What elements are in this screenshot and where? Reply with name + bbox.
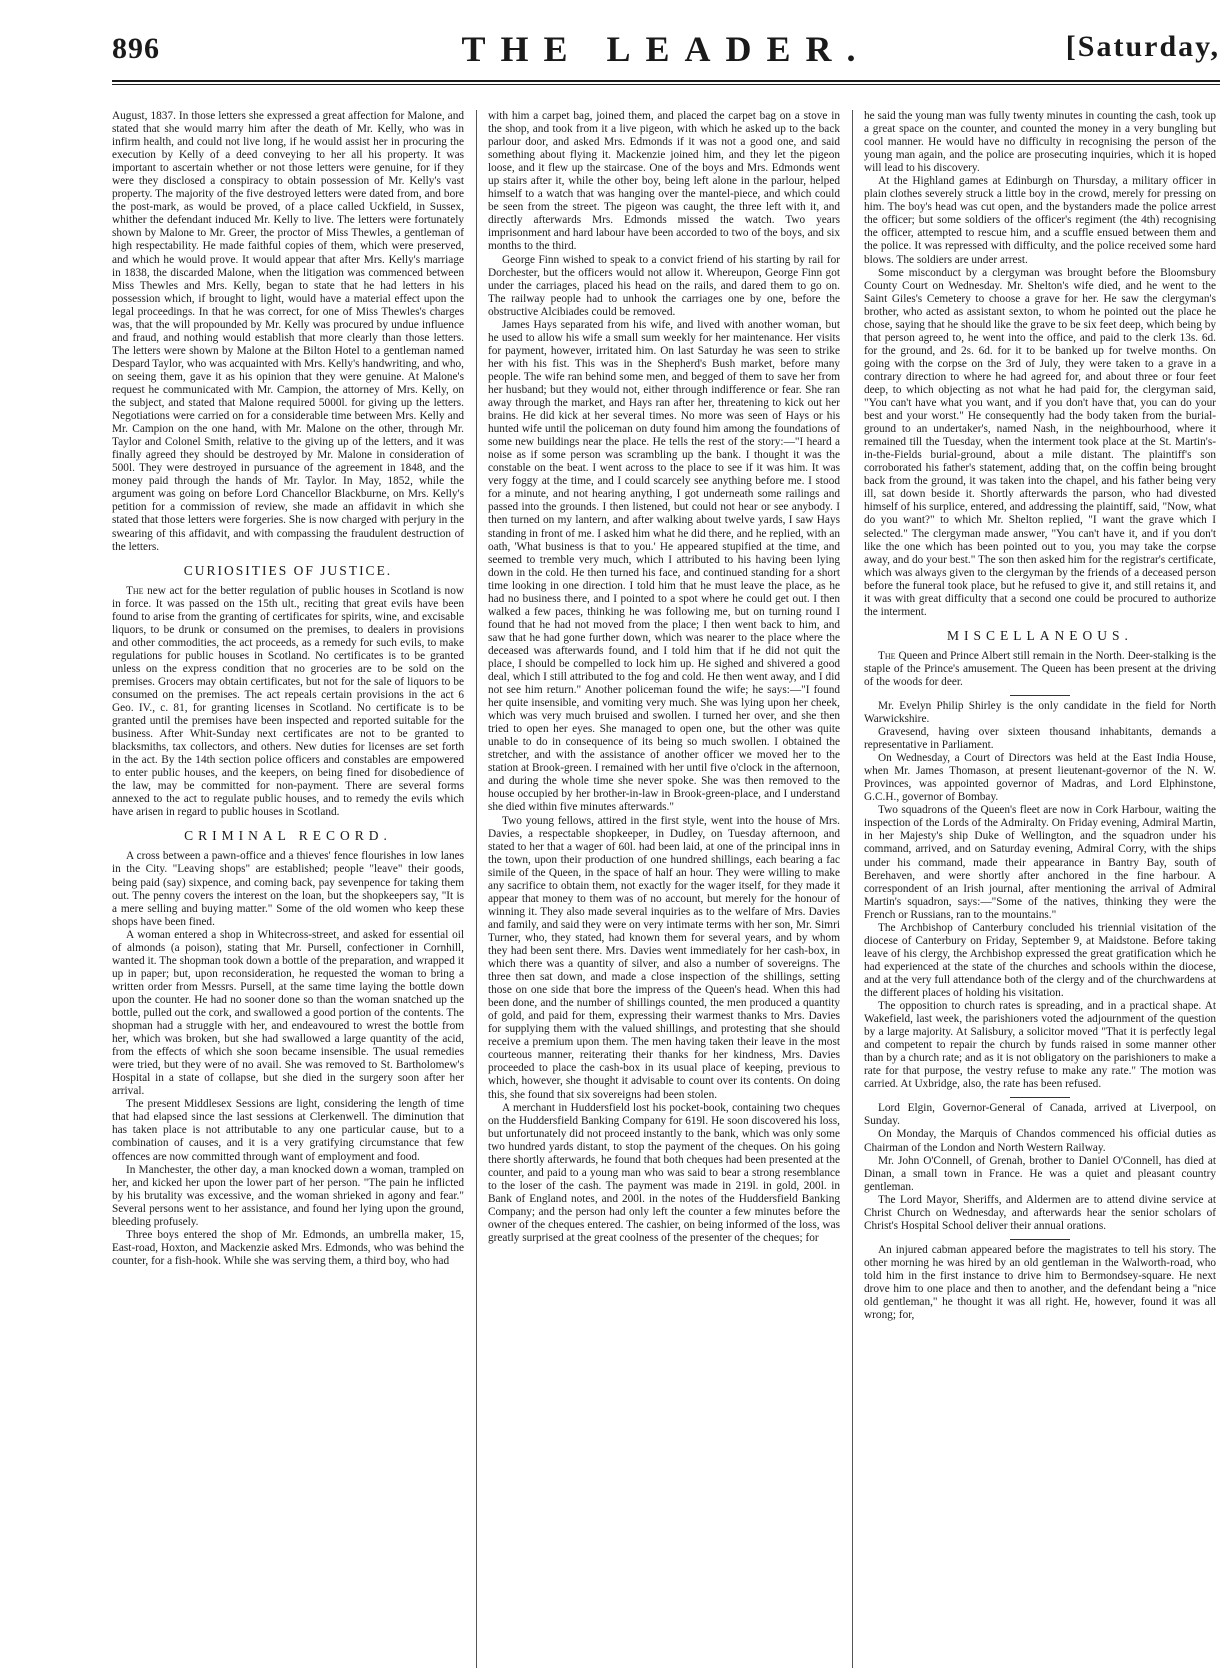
text-column-3 — [864, 110, 1216, 1670]
article-paragraph — [864, 1102, 1216, 1128]
article-paragraph — [112, 110, 464, 554]
article-paragraph — [864, 175, 1216, 266]
paragraph-text: new act for the better regulation of public houses in Scotland is now in force. It was passed on the 15th ult., reciting that great evils have been found to arise from the granting of certificates for spirits, wine, and excisable liquors, to be drunk or consumed on the premises, to dealers in provisions and other commodities, the act proceeds, as a remedy for such evils, to make regulations for public houses in Scotland. No certificates is to be granted unless on the express condition that no groceries are to be sold on the premises. Grocers may obtain certificates, but not for the sale of liquors to be consumed on the premises. The act repeals certain provisions in the act 6 Geo. IV., c. 81, for granting licenses in Scotland. No certificate is to be granted until the premises have been inspected and reported suitable for the business. After Whit-Sunday next certificates are not to be granted to blacksmiths, tax collectors, and others. New duties for licenses are set forth in the act. By the 14th section police officers and constables are empowered to enter public houses, and the keepers, on being fined for disobedience of the law, may be committed for non-payment. There are several forms annexed to the act to regulate public houses, and to remedy the evils which have arisen in regard to public houses in Scotland. — [112, 584, 464, 819]
paragraph-text: he said the young man was fully twenty minutes in counting the cash, took up a great space on the counter, and counted the money in a very bungling but cool manner. He would have no difficulty in recognising the person of the young man again, and the police are prosecuting inquiries, which it is hoped will lead to his discovery. — [864, 110, 1216, 175]
paragraph-text: Three boys entered the shop of Mr. Edmonds, an umbrella maker, 15, East-road, Hoxton, and Mackenzie asked Mrs. Edmonds, who was behind the counter, for a fish-hook. While she was serving them, a third boy, who had — [112, 1228, 464, 1267]
paragraph-text: August, 1837. In those letters she expressed a great affection for Malone, and stated that she would marry him after the death of Mr. Kelly, who was in infirm health, and could not live long, if he would assist her in procuring the execution by Kelly of a deed conveying to her all his property. It was important to ascertain whether or not those letters were genuine, for if they were they disclosed a conspiracy to obtain possession of Mr. Kelly's vast property. The majority of the five destroyed letters were dated from, and bore the post-mark, as would be proved, of a place called Uckfield, in Sussex, whither the defendant induced Mr. Kelly to live. The letters were fortunately shown by Malone to Mr. Greer, the proctor of Miss Thewles, a gentleman of high respectability. He made faithful copies of them, which were preserved, and which he would prove. It would appear that after Mrs. Kelly's marriage in 1838, the discarded Malone, when the litigation was commenced between Miss Thewles and Mrs. Kelly, began to state that he had letters in his possession which, if brought to light, would have a material effect upon the legal proceedings. In that he was correct, for one of Miss Thewles's charges was, that the will propounded by Mr. Kelly was procured by undue influence and fraud, and nothing would establish that more clearly than those letters. The letters were shown by Malone at the Bilton Hotel to a gentleman named Despard Taylor, who was acquainted with Mrs. Kelly's handwriting, and who, on seeing them, gave it as his opinion that they were genuine. At Malone's request he communicated with Mr. Campion, the attorney of Mrs. Kelly, on the subject, and stated that Malone required 5000l. for giving up the letters. Negotiations were carried on for a considerable time between Mrs. Kelly and Mr. Campion on the one hand, with Mr. Malone on the other, through Mr. Taylor and Colonel Smith, relative to the giving up of the letters, and it was finally agreed they should be destroyed by Mr. Malone in consideration of 500l. They were destroyed in pursuance of the agreement in 1848, and the money paid through the hands of Mr. Taylor. In May, 1852, while the argument was going on before Lord Chancellor Blackburne, on Mrs. Kelly's petition for a commission of review, she made an affidavit in which she stated that those letters were forgeries. She is now charged with perjury in the swearing of this affidavit, and with compassing the fraudulent destruction of the letters. — [112, 110, 464, 553]
paragraph-text: A cross between a pawn-office and a thieves' fence flourishes in low lanes in the City. "Leaving shops" are established; people "leave" their goods, being paid (say) sixpence, and coming back, pay sevenpence for taking them out. The penny covers the interest on the loan, but the shopkeepers say, "It is a mere selling and buying matter." Some of the old women who keep these shops have been fined. — [112, 850, 464, 928]
article-paragraph — [488, 319, 840, 815]
text-column-1 — [112, 110, 464, 1670]
section-heading: CURIOSITIES OF JUSTICE. — [183, 562, 393, 578]
text-column-2 — [488, 110, 840, 1670]
paragraph-text: with him a carpet bag, joined them, and placed the carpet bag on a stove in the shop, and took from it a live pigeon, with which he asked up to the back parlour door, and asked Mrs. Edmonds if it was not a good one, and said something about flying it. Mackenzie joined him, and they let the pigeon loose, and it flew up the staircase. One of the boys and Mrs. Edmonds went up stairs after it, while the other boy, being left alone in the parlour, helped himself to a watch that was hanging over the mantel-piece, and which could be seen from the street. The pigeon was caught, the three left with it, and directly afterwards Mrs. Edmonds missed the watch. Two years imprisonment and hard labour have been accorded to two of the boys, and six months to the third. — [488, 110, 840, 253]
article-paragraph — [864, 1244, 1216, 1322]
paragraph-text: Queen and Prince Albert still remain in the North. Deer-stalking is the staple of the Prince's amusement. The Queen has been present at the driving of the woods for deer. — [864, 649, 1216, 688]
paragraph-text: Gravesend, having over sixteen thousand inhabitants, demands a representative in Parliament. — [864, 726, 1216, 752]
section-heading: CRIMINAL RECORD. — [184, 828, 392, 844]
masthead-rule-bottom — [112, 84, 1220, 85]
article-paragraph — [864, 1155, 1216, 1194]
paragraph-text: The Archbishop of Canterbury concluded his triennial visitation of the diocese of Canterbury on Friday, September 9, at Maidstone. Before taking leave of his clergy, the Archbishop expressed the great gratification which he had experienced at the state of the churches and schools within the diocese, and at the very full attendance both of the clergy and of the churchwardens at the different places of holding his visitation. — [864, 921, 1216, 999]
paragraph-text: Two young fellows, attired in the first style, went into the house of Mrs. Davies, a respectable shopkeeper, in Dudley, on Tuesday afternoon, and stated to her that a wager of 60l. had been laid, at one of the principal inns in the town, upon their production of one hundred shillings, each bearing a fac simile of the Queen, in the space of half an hour. They were willing to make any sacrifice to obtain them, not exactly for the wager itself, for they made it appear that money to them was of no account, but merely for the honour of winning it. They also made several inquiries as to the welfare of Mrs. Davies and family, and said they were on very intimate terms with her son, Mr. Simri Turner, who, they stated, had known them for several years, and by whom they had been sent there. Mrs. Davies went immediately for her cash-box, in which there was a quantity of silver, and also a number of sovereigns. The three then sat down, and made a close inspection of the shillings, setting those on one side that bore the impress of the Queen's head. When this had been done, and the number of shillings counted, the men produced a quantity of gold, and paid for them, expressing their warmest thanks to Mrs. Davies for supplying them with the valued shillings, and protesting that she should receive a premium upon them. The men having taken their leave in the most courteous manner, reiterating their thanks for her kindness, Mrs. Davies proceeded to place the cash-box in its usual place of keeping, previous to which, however, she thought it advisable to count over its contents. On doing this, she found that six sovereigns had been stolen. — [488, 814, 840, 1101]
article-paragraph — [864, 700, 1216, 726]
article-paragraph — [864, 110, 1216, 175]
paragraph-text: An injured cabman appeared before the magistrates to tell his story. The other morning he was hired by an old gentleman in the Walworth-road, who told him in the first instance to drive him to Bermondsey-square. He next drove him to one place and then to another, and the defendant being a "nice old gentleman," he thought it was all right. He, however, found it was all wrong; for, — [864, 1243, 1216, 1322]
paragraph-text: At the Highland games at Edinburgh on Thursday, a military officer in plain clothes severely struck a little boy in the crowd, merely for pressing on him. The boy's head was cut open, and the bystanders made the police arrest the officer; but some soldiers of the officer's regiment (the 4th) recognising the officer, attempted to rescue him, and a scuffle ensued between them and the police. It was repressed with difficulty, and the police received some hard blows. The soldiers are under arrest. — [864, 175, 1216, 266]
paragraph-text: James Hays separated from his wife, and lived with another woman, but he used to allow his wife a small sum weekly for her maintenance. Her visits for payment, however, irritated him. On last Saturday he was seen to strike her with his fist. This was in the Shepherd's Bush market, before many people. The wife ran behind some men, and begged of them to save her from her husband; but they would not, either through indifference or fear. She ran away through the market, and Hays ran after her, threatening to kick out her brains. He did kick at her several times. No more was seen of Hays or his hunted wife until the policeman on duty found him among the foundations of some new buildings near the place. He tells the rest of the story:—"I heard a noise as if some person was scrambling up the bank. I thought it was the constable on the beat. I went across to the place to see if it was him. It was very foggy at the time, and I could scarcely see anything before me. I stood for a minute, and not hearing anything, I got underneath some railings and passed into the grounds. I then listened, but could not hear or see anybody. I then turned on my lantern, and after walking about twelve yards, I saw Hays standing in front of me. I asked him what he did there, and he replied, with an oath, 'What business is that to you.' He appeared stupified at the time, and seemed to tremble very much, which I attributed to his having been lying down in the cold. He then turned his face, and continued standing for a short time looking in one direction. I told him that he must leave the place, as he had no business there, and I pointed to a spot where he could get out. I then walked a few paces, thinking he was following me, but on turning round I found that he had not moved from the place; I then went back to him, and saw that he had gone further down, which was nearer to the place where the deceased was afterwards found, and I told him that if he did not quit the place, I should be compelled to lock him up. He sighed and shivered a good deal, which I still attributed to the fog and cold. He then went away, and I did not see him return." Another policeman found the wife; he says:—"I found her quite insensible, and vomiting very much. She was lying upon her cheek, which was very much bruised and swollen. I turned her over, and she then tried to open her eyes. She managed to open one, but the other was quite unable to do in consequence of its being so much swollen. I obtained the stretcher, and with the assistance of another officer we moved her to the station at Brook-green. I remained with her until five o'clock in the afternoon, and during the whole time she never spoke. She was then removed to the house occupied by her brother-in-law in Brook-green-place, and I understand she died within five minutes afterwards." — [488, 318, 840, 814]
paragraph-text: A woman entered a shop in Whitecross-street, and asked for essential oil of almonds (a poison), stating that Mr. Pursell, confectioner in Cornhill, wanted it. The shopman took down a bottle of the preparation, and wrapped it up in paper; but, upon reconsideration, he requested the woman to bring a written order from Messrs. Pursell, at the same time laying the bottle down upon the counter. He had no sooner done so than the woman snatched up the bottle, pulled out the cork, and swallowed a good portion of the contents. The shopman had a struggle with her, and endeavoured to wrest the bottle from her, which was broken, but she had swallowed a large quantity of the acid, from the effects of which she soon became insensible. The usual remedies were tried, but they were of no avail. She was removed to St. Bartholomew's Hospital in a state of collapse, but she died in the surgery soon after her arrival. — [112, 928, 464, 1098]
article-paragraph — [488, 815, 840, 1102]
issue-day: [Saturday, — [1065, 30, 1220, 63]
paper-name: THE LEADER. — [461, 29, 871, 69]
article-paragraph — [488, 254, 840, 319]
masthead — [112, 22, 1220, 72]
article-paragraph — [112, 1098, 464, 1163]
article-paragraph — [864, 804, 1216, 921]
section-divider — [1010, 695, 1070, 696]
paragraph-text: Lord Elgin, Governor-General of Canada, arrived at Liverpool, on Sunday. — [864, 1102, 1216, 1128]
paragraph-text: The present Middlesex Sessions are light, considering the length of time that had elapsed since the last sessions at Clerkenwell. The diminution that has taken place is not attributable to any one particular cause, but to a combination of causes, and it is a very gratifying circumstance that few offences are now committed through want of employment and food. — [112, 1098, 464, 1163]
section-heading: MISCELLANEOUS. — [947, 627, 1133, 643]
paragraph-text: The Lord Mayor, Sheriffs, and Aldermen are to attend divine service at Christ Church on Wednesday, and afterwards hear the senior scholars of Christ's Hospital School deliver their annual orations. — [864, 1193, 1216, 1232]
paragraph-text: Mr. Evelyn Philip Shirley is the only candidate in the field for North Warwickshire. — [864, 699, 1216, 726]
paragraph-text: On Wednesday, a Court of Directors was held at the East India House, when Mr. James Thomason, at present lieutenant-governor of the N. W. Provinces, was appointed governor of Madras, and Lord Elphinstone, G.C.H., governor of Bombay. — [864, 752, 1216, 804]
paragraph-text: George Finn wished to speak to a convict friend of his starting by rail for Dorchester, but the officers would not allow it. Whereupon, George Finn got under the carriages, placed his head on the rails, and dared them to go on. The railway people had to unhook the carriages one by one, before the obstructive Alcibiades could be removed. — [488, 253, 840, 318]
column-divider — [852, 110, 853, 1668]
article-paragraph — [864, 267, 1216, 619]
page-number: 896 — [112, 32, 160, 65]
article-paragraph — [864, 1000, 1216, 1091]
article-paragraph — [864, 1194, 1216, 1233]
paragraph-text: Some misconduct by a clergyman was brought before the Bloomsbury County Court on Wednesday. Mr. Shelton's wife died, and he went to the Saint Giles's Cemetery to choose a grave for her. He saw the clergyman's brother, who acted as assistant sexton, to whom he pointed out the place he chose, saying that he should like the grave to be six feet deep, which being by that person agreed to, he went into the office, and paid to the clerk 13s. 6d. for the ground, and 2s. 6d. for it to be banked up for twelve months. On going with the corpse on the 3rd of July, they were taken to a grave in a contrary direction to where he had agreed for, and about three or four feet deep, to which objecting as not what he had paid for, the clergyman said, "You can't have what you want, and if you don't have that, you can do your best and your worst." He consequently had the body taken from the burial-ground to an undertaker's, named Nash, in the neighbourhood, where it remained till the Tuesday, when the interment took place at the St. Martin's-in-the-Fields burial-ground, about a mile distant. The plaintiff's son corroborated his father's statement, adding that, on the coffin being brought back from the ground, it was taken into the chapel, and his father being very ill, sat down beside it. Shortly afterwards the parson, who had divested himself of his surplice, entered, and addressing the plaintiff, said, "Now, what do you want?" to which Mr. Shelton replied, "I want the grave which I selected." The clergyman made answer, "You can't have it, and if you don't like the one which has been pointed out to you, you may take the corpse away, and do your best." The son then asked him for the registrar's certificate, which was always given to the clergyman by the friends of a deceased person before the funeral took place, but he refused to give it, and still retains it, and it was with great difficulty that a second one could be procured to authorize the interment. — [864, 266, 1216, 618]
article-paragraph — [864, 752, 1216, 804]
paragraph-text: A merchant in Huddersfield lost his pocket-book, containing two cheques on the Huddersfield Banking Company for 619l. He soon discovered his loss, but unfortunately did not proceed instantly to the bank, which was only some two hundred yards distant, to stop the payment of the cheques. On his going there shortly afterwards, he found that both cheques had been presented at the counter, and paid to a young man who was said to bear a strong resemblance to the loser of the cash. The payment was made in 219l. in gold, 200l. in Bank of England notes, and 200l. in the notes of the Huddersfield Banking Company; and the person had only left the counter a few minutes before the owner of the cheques entered. The cashier, on being informed of the loss, was greatly surprised at the great coolness of the presenter of the cheques; for — [488, 1101, 840, 1245]
article-paragraph — [112, 850, 464, 928]
paragraph-lead-word: The — [126, 584, 144, 597]
paragraph-text: In Manchester, the other day, a man knocked down a woman, trampled on her, and kicked her upon the lower part of her person. "The pain he inflicted by his brutality was excessive, and the woman shrieked in agony and fear." Several persons went to her assistance, and found her lying upon the ground, bleeding profusely. — [112, 1163, 464, 1228]
article-paragraph — [864, 1128, 1216, 1154]
paragraph-text: On Monday, the Marquis of Chandos commenced his official duties as Chairman of the London and North Western Railway. — [864, 1128, 1216, 1154]
article-paragraph — [488, 1102, 840, 1246]
paragraph-text: Two squadrons of the Queen's fleet are now in Cork Harbour, waiting the inspection of the Lords of the Admiralty. On Friday evening, Admiral Martin, in her Majesty's ship Duke of Wellington, and the squadron under his command, arrived, and on Saturday evening, Admiral Corry, with the ships under his command, made their appearance in Bantry Bay, south of Berehaven, and were shortly after anchored in the fine harbour. A correspondent of an Irish journal, after mentioning the arrival of Admiral Martin's squadron, says:—"Some of the natives, thinking they were the French or Russians, ran to the mountains." — [864, 804, 1216, 921]
column-divider — [476, 110, 477, 1668]
paragraph-text: The opposition to church rates is spreading, and in a practical shape. At Wakefield, last week, the parishioners voted the adjournment of the question by a large majority. At Salisbury, a solicitor moved "That it is perfectly legal and competent to repair the church by funds raised in some manner other than by a church rate; and as it is not obligatory on the parishioners to make a rate for that purpose, the vestry refuse to make any rate." The motion was carried. At Uxbridge, also, the rate has been refused. — [864, 1000, 1216, 1091]
section-divider — [1010, 1239, 1070, 1240]
article-paragraph — [864, 726, 1216, 752]
masthead-rule-top — [112, 80, 1220, 82]
article-paragraph — [864, 650, 1216, 689]
article-paragraph — [112, 1229, 464, 1268]
article-paragraph — [864, 922, 1216, 1000]
article-paragraph — [112, 585, 464, 820]
article-paragraph — [488, 110, 840, 254]
section-divider — [1010, 1097, 1070, 1098]
paragraph-text: Mr. John O'Connell, of Grenah, brother to Daniel O'Connell, has died at Dinan, a small town in France. He was a quiet and pleasant country gentleman. — [864, 1154, 1216, 1193]
article-paragraph — [112, 929, 464, 1099]
paragraph-lead-word: The — [878, 649, 896, 662]
article-paragraph — [112, 1164, 464, 1229]
